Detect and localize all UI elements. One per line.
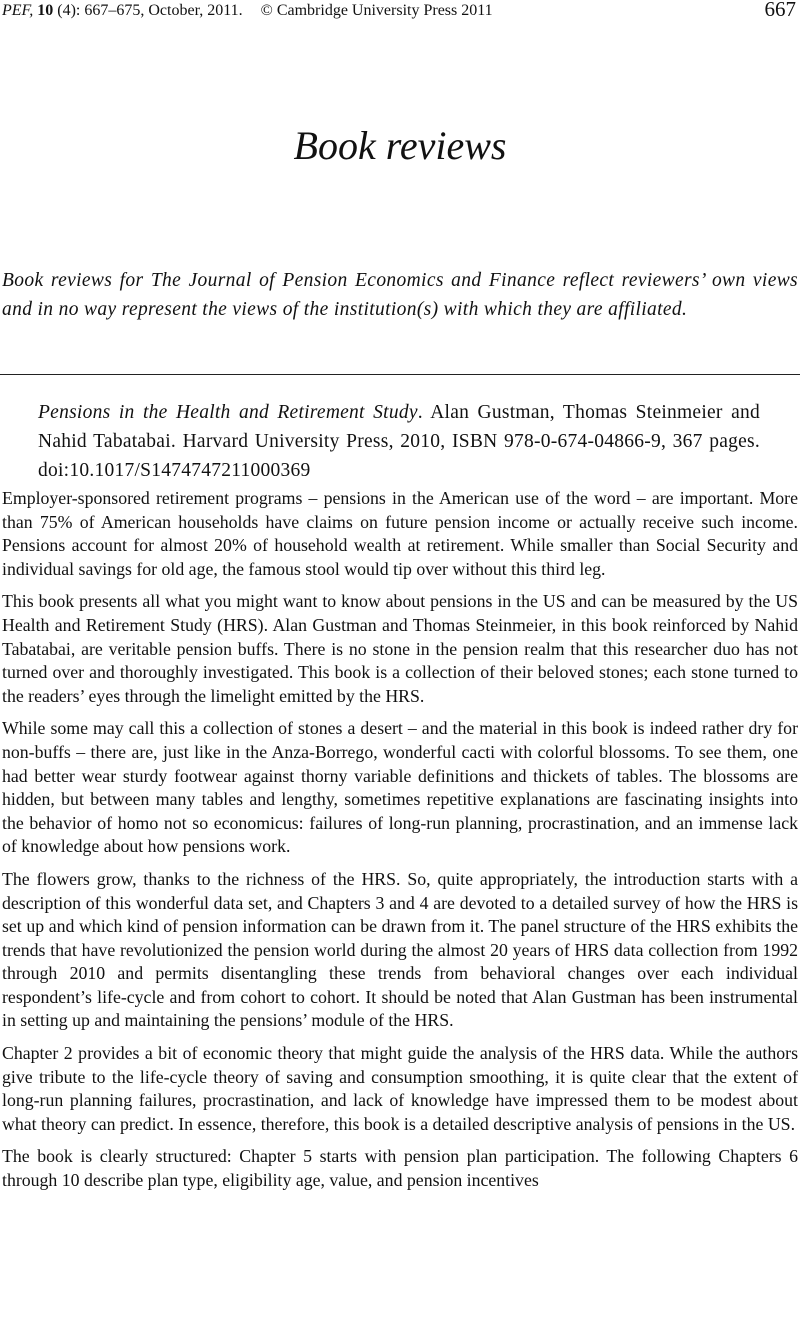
body-paragraph: This book presents all what you might want to know about pensions in the US and can be measured by the US Health and Retirement Study (HRS). Alan Gustman and Thomas Steinmeier, in this book reinforced by Nahid Tabatabai, are veritable pension buffs. There is no stone in the pension realm that this researcher duo has not turned over and thoroughly investigated. This book is a collection of their beloved stones; each stone turned to the readers’ eyes through the limelight emitted by the HRS.: [2, 591, 798, 706]
journal-volume: 10: [37, 2, 54, 19]
journal-abbreviation: PEF,: [2, 2, 34, 19]
editorial-disclaimer: Book reviews for The Journal of Pension Economics and Finance reflect reviewers’ own views and in no way represent the views of the institution(s) with which they are affiliated.: [2, 270, 798, 320]
journal-citation-line: [2, 0, 493, 22]
section-title: Book reviews: [293, 123, 507, 168]
page-number: 667: [764, 0, 796, 21]
reviewed-book-title: Pensions in the Health and Retirement Study: [38, 402, 418, 423]
running-head: [0, 0, 800, 24]
horizontal-rule: [0, 374, 800, 375]
copyright-notice: © Cambridge University Press 2011: [260, 2, 493, 19]
journal-issue-pages-date: (4): 667–675, October, 2011.: [57, 2, 243, 19]
body-paragraph: The book is clearly structured: Chapter 5 starts with pension plan participation. The following Chapters 6 through 10 describe plan type, eligibility age, value, and pension incentives: [2, 1146, 798, 1191]
reviewed-book-details: . Alan Gustman, Thomas Steinmeier and Nahid Tabatabai. Harvard University Press, 2010, ISBN 978-0-674-04866-9, 367 pages. doi:10.1017/S1474747211000369: [38, 402, 760, 481]
body-paragraph: Employer-sponsored retirement programs – pensions in the American use of the word – are important. More than 75% of American households have claims on future pension income or actually receive such income. Pensions account for almost 20% of household wealth at retirement. While smaller than Social Security and individual savings for old age, the famous stool would tip over without this third leg.: [2, 488, 798, 579]
body-paragraph: Chapter 2 provides a bit of economic theory that might guide the analysis of the HRS data. While the authors give tribute to the life-cycle theory of saving and consumption smoothing, it is quite clear that the extent of long-run planning failures, procrastination, and lack of knowledge have impressed them to be modest about what theory can predict. In essence, therefore, this book is a detailed descriptive analysis of pensions in the US.: [2, 1043, 798, 1134]
body-paragraph: While some may call this a collection of stones a desert – and the material in this book is indeed rather dry for non-buffs – there are, just like in the Anza-Borrego, wonderful cacti with colorful blossoms. To see them, one had better wear sturdy footwear against thorny variable definitions and thickets of tables. The blossoms are hidden, but between many tables and lengthy, sometimes repetitive explanations are fascinating insights into the behavior of homo not so economicus: failures of long-run planning, procrastination, and an immense lack of knowledge about how pensions work.: [2, 718, 798, 857]
reviewed-book-citation: [38, 398, 760, 485]
body-paragraph: The flowers grow, thanks to the richness of the HRS. So, quite appropriately, the introduction starts with a description of this wonderful data set, and Chapters 3 and 4 are devoted to a detailed survey of how the HRS is set up and which kind of pension information can be drawn from it. The panel structure of the HRS exhibits the trends that have revolutionized the pension world during the almost 20 years of HRS data collection from 1992 through 2010 and permits disentangling these trends from behavioral changes over each individual respondent’s life-cycle and from cohort to cohort. It should be noted that Alan Gustman has been instrumental in setting up and maintaining the pensions’ module of the HRS.: [2, 868, 798, 1031]
review-body: [2, 487, 798, 1202]
